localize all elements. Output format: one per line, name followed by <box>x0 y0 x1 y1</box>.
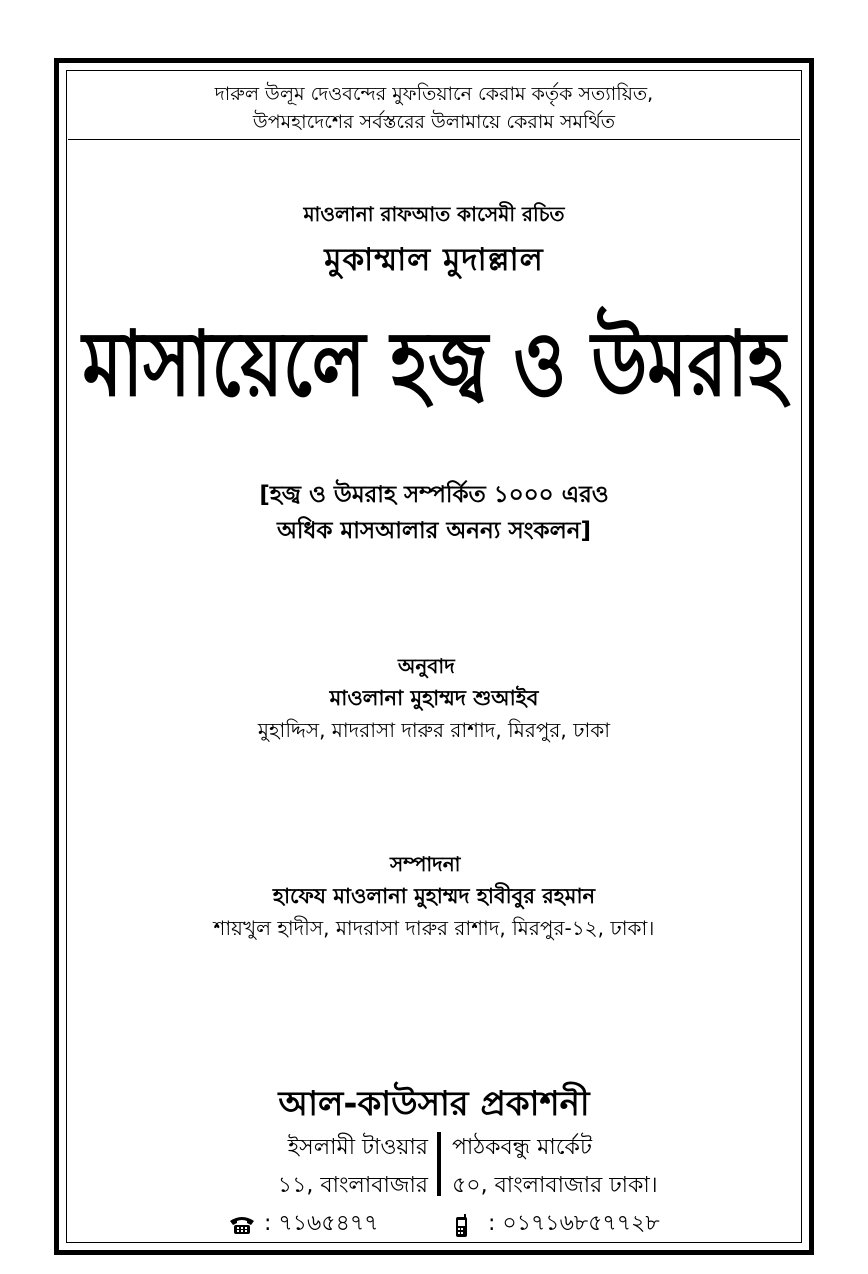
editor-role: সম্পাদনা <box>390 852 461 876</box>
publisher-name: আল-কাউসার প্রকাশনী <box>278 1084 590 1124</box>
telephone-icon <box>228 1214 256 1236</box>
subtitle-line-1: [হজ্ব ও উমরাহ সম্পর্কিত ১০০০ এরও <box>259 482 609 508</box>
address-left-line-1: ইসলামী টাওয়ার <box>287 1135 428 1160</box>
author-line: মাওলানা রাফআত কাসেমী রচিত <box>303 202 565 226</box>
address-right-line-1: পাঠকবন্ধু মার্কেট <box>452 1135 592 1160</box>
address-right-line-2: ৫০, বাংলাবাজার ঢাকা। <box>452 1173 658 1198</box>
book-title: মাসায়েলে হজ্ব ও উমরাহ <box>82 311 786 416</box>
translator-role: অনুবাদ <box>398 654 455 678</box>
phone-row <box>228 1206 378 1243</box>
mobile-phone-icon <box>452 1214 480 1236</box>
subtitle-line-2: অধিক মাসআলার অনন্য সংকলন] <box>276 518 592 544</box>
address-left-line-2: ১১, বাংলাবাজার <box>277 1173 428 1198</box>
mobile-row <box>452 1206 660 1243</box>
endorsement-line-1: দারুল উলূম দেওবন্দের মুফতিয়ানে কেরাম কর্তৃক সত্যায়িত, <box>214 83 654 105</box>
editor-affiliation: শায়খুল হাদীস, মাদরাসা দারুর রাশাদ, মিরপুর-১২, ঢাকা। <box>213 916 655 940</box>
endorsement-line-2: উপমহাদেশের সর্বস্তরের উলামায়ে কেরাম সমর্থিত <box>252 111 616 133</box>
editor-name: হাফেয মাওলানা মুহাম্মদ হাবীবুর রহমান <box>272 884 596 908</box>
mobile-number: : ০১৭১৬৮৫৭৭২৮ <box>488 1211 660 1236</box>
series-title: মুকাম্মাল মুদাল্লাল <box>324 242 544 278</box>
translator-affiliation: মুহাদ্দিস, মাদরাসা দারুর রাশাদ, মিরপুর, ঢাকা <box>257 718 611 742</box>
address-divider <box>437 1132 441 1196</box>
translator-name: মাওলানা মুহাম্মদ শুআইব <box>329 686 539 710</box>
endorsement-box <box>68 72 800 140</box>
phone-number: : ৭১৬৫৪৭৭ <box>264 1211 379 1236</box>
